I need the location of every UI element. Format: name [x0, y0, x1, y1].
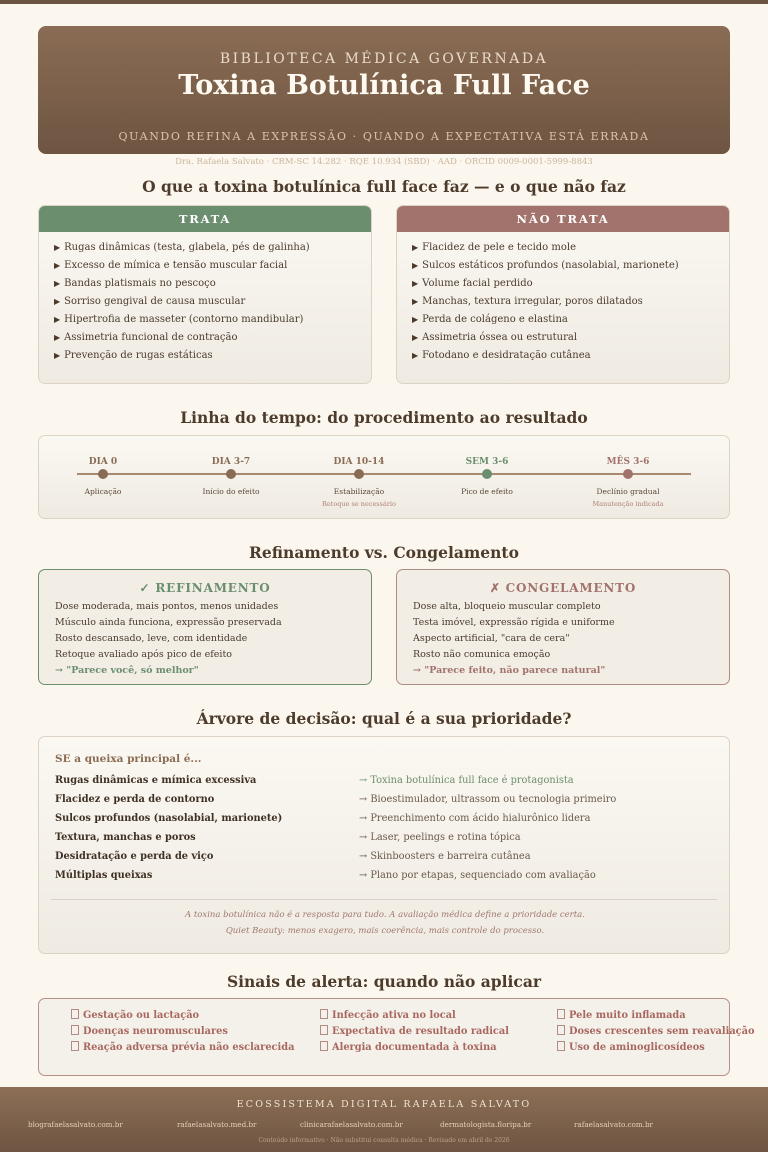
list-item: ▶ Perda de colágeno e elastina [412, 314, 568, 325]
warning-item: Doses crescentes sem reavaliação [557, 1025, 755, 1037]
warning-icon [557, 1041, 565, 1051]
warning-item: Gestação ou lactação [71, 1009, 199, 1021]
header-banner [38, 26, 730, 167]
list-item: ▶ Hipertrofia de masseter (contorno mandibular) [54, 314, 304, 325]
timeline-panel: DIA 0 Aplicação DIA 3-7 Início do efeito DIA 10-14 Estabilização Retoque se necessário SEM 3-6 Pico de efeito MÊS 3-6 Declínio gradual Manutenção indicada [38, 435, 730, 519]
list-item: Dose alta, bloqueio muscular completo [413, 601, 601, 612]
list-item: ▶ Manchas, textura irregular, poros dilatados [412, 296, 643, 307]
timeline-axis [77, 473, 691, 475]
warning-item: Expectativa de resultado radical [320, 1025, 509, 1037]
list-item: ▶ Sorriso gengival de causa muscular [54, 296, 246, 307]
freeze-header: ✗ CONGELAMENTO [489, 581, 637, 595]
quiet-beauty-note: Quiet Beauty: menos exagero, mais coerência, mais controle do processo. [225, 926, 545, 936]
bullet-icon: ▶ [412, 297, 419, 306]
bullet-icon: ▶ [54, 261, 61, 270]
list-item: ▶ Prevenção de rugas estáticas [54, 350, 213, 361]
decision-if-label: SE a queixa principal é... [55, 753, 202, 765]
warning-icon [71, 1025, 79, 1035]
not-treats-panel [396, 205, 730, 384]
decision-note: A toxina botulínica não é a resposta para tudo. A avaliação médica define a prioridade certa. [185, 910, 585, 920]
warning-item: Alergia documentada à toxina [320, 1041, 497, 1053]
list-item: Rosto não comunica emoção [413, 649, 551, 660]
warning-icon [557, 1009, 565, 1019]
footer-link-med[interactable]: rafaelasalvato.med.br [177, 1120, 257, 1129]
refinement-quote: → "Parece você, só melhor" [55, 665, 199, 676]
decision-row: Flacidez e perda de contorno → Bioestimulador, ultrassom ou tecnologia primeiro [55, 794, 617, 805]
list-item: Dose moderada, mais pontos, menos unidades [55, 601, 279, 612]
bullet-icon: ▶ [54, 297, 61, 306]
warnings-title: Sinais de alerta: quando não aplicar [226, 972, 542, 991]
top-border [0, 0, 768, 4]
timeline-dot [623, 469, 633, 479]
list-item: ▶ Volume facial perdido [412, 278, 533, 289]
treats-list [39, 232, 371, 365]
timeline-dot [354, 469, 364, 479]
timeline-title: Linha do tempo: do procedimento ao resultado [180, 408, 588, 427]
decision-tree-title: Árvore de decisão: qual é a sua prioridade? [196, 709, 572, 728]
list-item: ▶ Assimetria óssea ou estrutural [412, 332, 578, 343]
list-item: ▶ Flacidez de pele e tecido mole [412, 242, 576, 253]
timeline-dot [226, 469, 236, 479]
footer-link-main[interactable]: rafaelasalvato.com.br [574, 1120, 653, 1129]
list-item: ▶ Sulcos estáticos profundos (nasolabial, marionete) [412, 260, 679, 271]
bullet-icon: ▶ [412, 243, 419, 252]
warnings-panel [38, 998, 755, 1076]
decision-row: Sulcos profundos (nasolabial, marionete) → Preenchimento com ácido hialurônico lidera [55, 813, 591, 824]
refinement-box [38, 569, 372, 685]
header-subtitle: QUANDO REFINA A EXPRESSÃO · QUANDO A EXPECTATIVA ESTÁ ERRADA [118, 130, 650, 143]
footer-link-blog[interactable]: blografaelasalvato.com.br [28, 1120, 123, 1129]
timeline-dot [98, 469, 108, 479]
list-item: Rosto descansado, leve, com identidade [55, 633, 248, 644]
treats-panel [38, 205, 372, 384]
list-item: Retoque avaliado após pico de efeito [55, 649, 233, 660]
bullet-icon: ▶ [412, 315, 419, 324]
cross-icon: ✗ [489, 581, 506, 595]
divider [51, 899, 717, 900]
treats-panel-header: TRATA [39, 206, 371, 232]
freeze-quote: → "Parece feito, não parece natural" [413, 665, 606, 676]
decision-row: Múltiplas queixas → Plano por etapas, sequenciado com avaliação [55, 870, 596, 881]
refinement-list [39, 595, 371, 679]
list-item: ▶ Bandas platismais no pescoço [54, 278, 216, 289]
decision-row: Textura, manchas e poros → Laser, peelings e rotina tópica [55, 832, 521, 843]
not-treats-list [397, 232, 729, 365]
treats-section-title: O que a toxina botulínica full face faz — e o que não faz [142, 177, 626, 196]
list-item: ▶ Fotodano e desidratação cutânea [412, 350, 591, 361]
decision-row: Desidratação e perda de viço → Skinboosters e barreira cutânea [55, 851, 531, 862]
warning-icon [320, 1041, 328, 1051]
decision-row: Rugas dinâmicas e mímica excessiva → Toxina botulínica full face é protagonista [55, 775, 574, 786]
bullet-icon: ▶ [54, 351, 61, 360]
timeline-dot [482, 469, 492, 479]
warning-icon [71, 1041, 79, 1051]
bullet-icon: ▶ [412, 351, 419, 360]
check-icon: ✓ [139, 581, 156, 595]
bullet-icon: ▶ [412, 261, 419, 270]
warning-icon [320, 1025, 328, 1035]
warning-item: Uso de aminoglicosídeos [557, 1041, 705, 1053]
freeze-box [396, 569, 730, 685]
page-title: Toxina Botulínica Full Face [178, 70, 590, 101]
warning-item: Infecção ativa no local [320, 1009, 456, 1021]
footer-link-clinica[interactable]: clinicarafaelasalvato.com.br [300, 1120, 403, 1129]
freeze-list [397, 595, 729, 679]
warning-item: Pele muito inflamada [557, 1009, 686, 1021]
bullet-icon: ▶ [412, 333, 419, 342]
bullet-icon: ▶ [54, 243, 61, 252]
refinement-header: ✓ REFINAMENTO [139, 581, 271, 595]
bullet-icon: ▶ [54, 279, 61, 288]
list-item: Aspecto artificial, "cara de cera" [413, 633, 570, 644]
header-kicker: BIBLIOTECA MÉDICA GOVERNADA [219, 51, 549, 67]
footer [0, 1087, 768, 1152]
footer-disclaimer: Conteúdo informativo · Não substitui consulta médica · Revisado em abril de 2026 [258, 1137, 510, 1144]
warning-item: Doenças neuromusculares [71, 1025, 228, 1037]
not-treats-panel-header: NÃO TRATA [397, 206, 729, 232]
footer-link-floripa[interactable]: dermatologista.floripa.br [440, 1120, 532, 1129]
bullet-icon: ▶ [54, 315, 61, 324]
comparison-title: Refinamento vs. Congelamento [249, 543, 519, 562]
list-item: ▶ Assimetria funcional de contração [54, 332, 238, 343]
warning-item: Reação adversa prévia não esclarecida [71, 1041, 294, 1053]
list-item: Músculo ainda funciona, expressão preservada [55, 617, 282, 628]
footer-title: ECOSSISTEMA DIGITAL RAFAELA SALVATO [236, 1099, 532, 1110]
list-item: Testa imóvel, expressão rígida e uniforme [413, 617, 615, 628]
warning-icon [320, 1009, 328, 1019]
warning-icon [557, 1025, 565, 1035]
list-item: ▶ Excesso de mímica e tensão muscular facial [54, 260, 288, 271]
warning-icon [71, 1009, 79, 1019]
list-item: ▶ Rugas dinâmicas (testa, glabela, pés de galinha) [54, 242, 310, 253]
author-credentials: Dra. Rafaela Salvato · CRM-SC 14.282 · RQE 10.934 (SBD) · AAD · ORCID 0009-0001-5999-8843 [175, 157, 593, 167]
bullet-icon: ▶ [412, 279, 419, 288]
bullet-icon: ▶ [54, 333, 61, 342]
decision-tree-panel [38, 736, 730, 954]
